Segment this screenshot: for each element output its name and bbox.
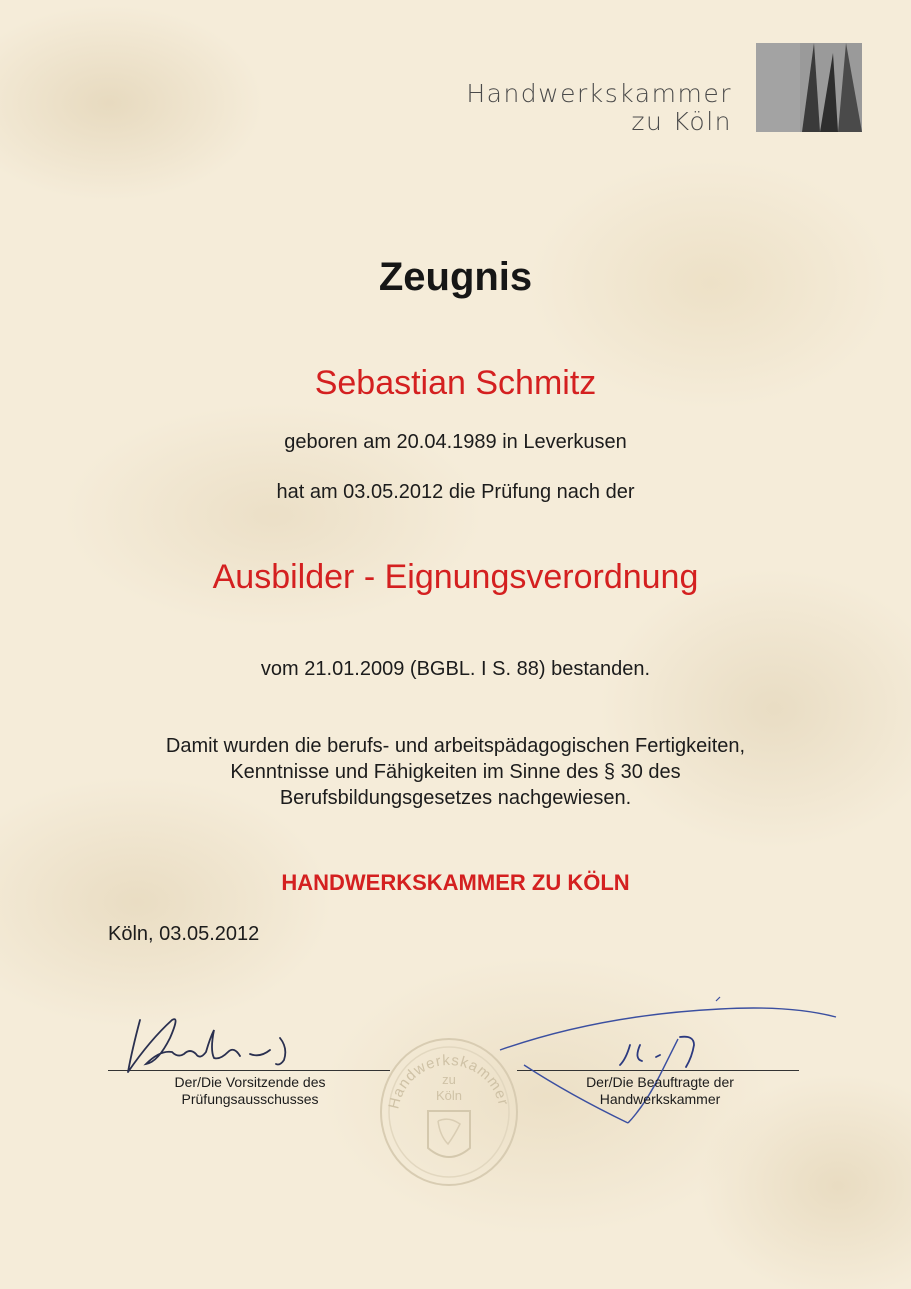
seal-text-koeln: Köln	[435, 1088, 463, 1103]
place-date: Köln, 03.05.2012	[108, 923, 260, 945]
right-signature-initials	[620, 1037, 694, 1067]
right-handwritten-signature	[480, 995, 840, 1135]
exam-line: hat am 03.05.2012 die Prüfung nach der	[276, 481, 635, 503]
certificate-title: Zeugnis	[378, 255, 533, 299]
recipient-name: Sebastian Schmitz	[314, 364, 597, 402]
left-caption-line-2: Prüfungsausschusses	[181, 1091, 319, 1107]
issuing-chamber: HANDWERKSKAMMER ZU KÖLN	[281, 870, 630, 895]
seal-shield-figure	[438, 1119, 460, 1144]
chamber-logo-icon	[756, 43, 862, 132]
paragraph-line-1: Damit wurden die berufs- und arbeitspädagogischen Fertigkeiten,	[165, 735, 746, 757]
right-caption-line-1: Der/Die Beauftragte der	[586, 1074, 734, 1090]
seal-shield-shape	[428, 1111, 470, 1157]
seal-arc-text: Handwerkskammer	[385, 1051, 512, 1111]
competence-paragraph	[0, 733, 911, 811]
seal-text-zu: zu	[442, 1072, 456, 1087]
left-caption-line-1: Der/Die Vorsitzende des	[174, 1074, 326, 1090]
left-signature-caption	[150, 1074, 350, 1108]
left-handwritten-signature	[110, 1010, 310, 1080]
right-signature-sweep	[500, 1008, 836, 1050]
right-caption-line-2: Handwerkskammer	[599, 1091, 721, 1107]
regulation-name: Ausbilder - Eignungsverordnung	[212, 558, 699, 596]
right-signature-tick	[716, 997, 720, 1001]
logo-line-1: Handwerkskammer	[466, 79, 732, 108]
paragraph-line-2: Kenntnisse und Fähigkeiten im Sinne des § 30 des	[230, 761, 681, 783]
paragraph-line-3: Berufsbildungsgesetzes nachgewiesen.	[279, 787, 632, 809]
chamber-logo-text	[466, 80, 732, 136]
passed-line: vom 21.01.2009 (BGBL. I S. 88) bestanden.	[260, 658, 651, 680]
birth-line: geboren am 20.04.1989 in Leverkusen	[284, 431, 627, 453]
right-signature-caption	[560, 1074, 760, 1108]
left-signature-stroke	[128, 1019, 285, 1072]
logo-light-panel	[756, 43, 800, 132]
logo-line-2: zu Köln	[631, 107, 732, 136]
